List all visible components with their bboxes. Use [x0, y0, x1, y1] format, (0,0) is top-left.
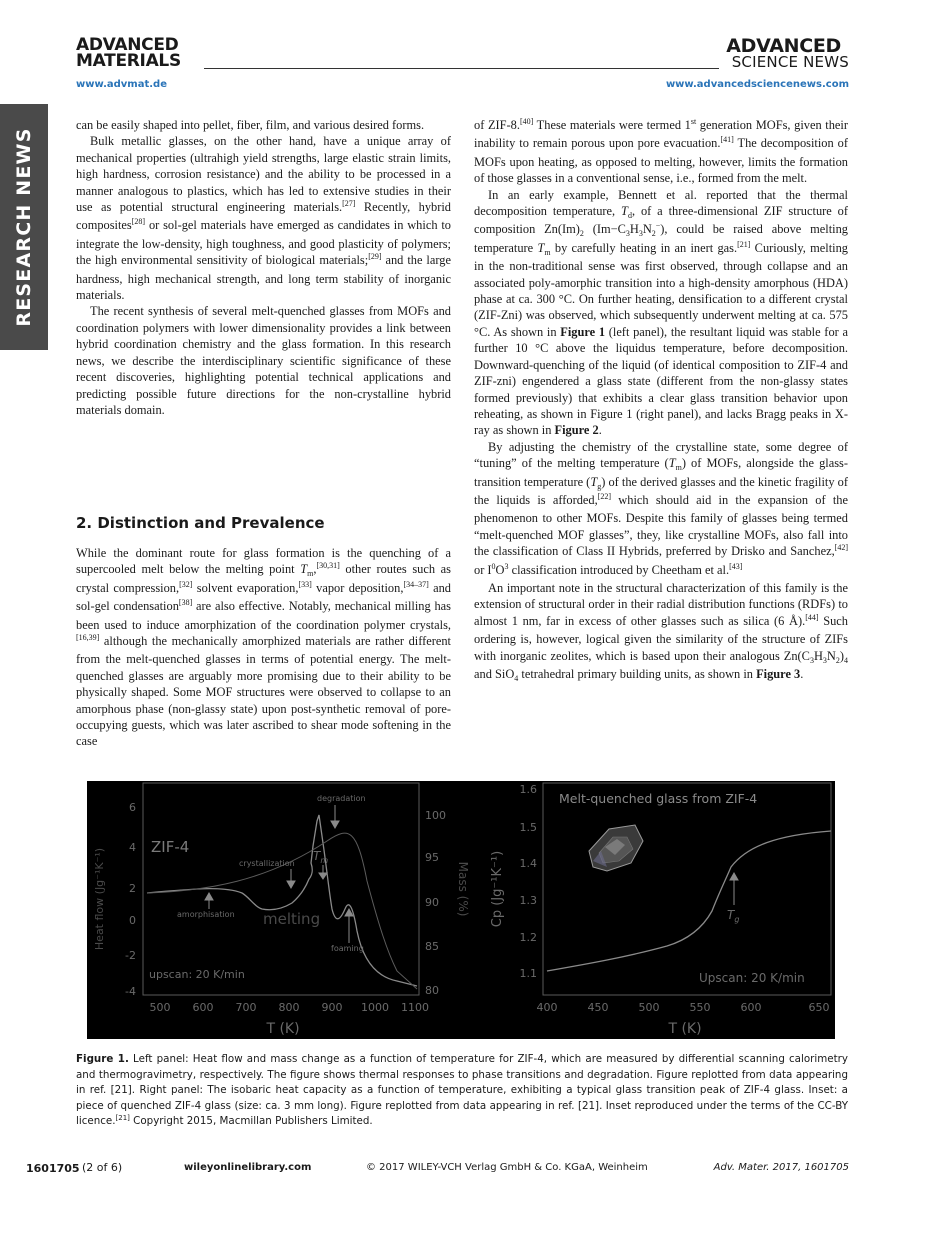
paragraph: The recent synthesis of several melt-quenched glasses from MOFs and coordination polymers with lower dimensionality provides a link between hybrid coordination chemistry and the glass formation. In this research news, we describe the interdisciplinary scientific significance of these recent discoveries, highlighting potential technical applications and predicting possible future directions for the non-crystalline hybrid materials domain.: [76, 304, 451, 417]
right-xlabel: T (K): [668, 1021, 702, 1037]
left-ytick: -2: [125, 949, 136, 962]
right-ytick: 1.5: [519, 821, 537, 834]
right-xtick: 400: [536, 1001, 558, 1014]
figure-caption: Figure 1. Left panel: Heat flow and mass change as a function of temperature for ZIF-4, which are measured by differential scanning calorimetry and thermogravimetry, respectively. The figure shows thermal responses to phase transitions and degradation. Figure replotted from data appearing in ref. [21]. Right panel: The isobaric heat capacity as a function of temperature, exhibiting a typical glass transition peak of ZIF-4 glass. Inset: a piece of quenched ZIF-4 glass (size: ca. 3 mm long). Figure replotted from data appearing in ref. [21]. Inset reproduced under the terms of the CC-BY licence.[21] Copyright 2015, Macmillan Publishers Limited.: [76, 1053, 848, 1127]
left-xtick: 900: [321, 1001, 343, 1014]
right-ytick-mass: 90: [425, 896, 439, 909]
right-panel-plot: [543, 783, 831, 995]
left-ytick: 4: [129, 841, 136, 854]
footer-article-id: 1601705: [26, 1162, 80, 1175]
paragraph: By adjusting the chemistry of the crystalline state, some degree of “tuning” of the melting temperature $(T_m)$ of MOFs, alongside the glass-transition temperature $(T_g)$ of the derived glasses and the kinetic fragility of the liquids is afforded,[22] which should aid in the expansion of the phenomenon to other MOFs. Despite this family of glasses being termed “melt-quenched MOF glasses”, they, like crystalline MOFs, also fall into the classification of Class II Hybrids, preferred by Drisko and Sanchez,[42] or $I^0O^3$ classification introduced by Cheetham et al.[43]: [474, 439, 848, 577]
right-ytick: 1.1: [519, 967, 537, 980]
annotation-tg: $T_g$: [727, 908, 740, 924]
right-ytick-mass: 80: [425, 984, 439, 997]
left-ytick: 2: [129, 882, 136, 895]
publisher-logo-line1: ADVANCED: [726, 35, 841, 57]
right-xtick: 600: [740, 1001, 762, 1014]
body-column-right: [474, 117, 848, 684]
left-ytick: 0: [129, 914, 136, 927]
publisher-logo-line2: SCIENCE NEWS: [731, 53, 849, 71]
annotation-amorphisation: amorphisation: [177, 910, 235, 919]
section-side-tab: [0, 104, 48, 350]
right-ytick: 1.2: [519, 931, 537, 944]
figure-1: [87, 781, 835, 1039]
body-column-left: [76, 117, 451, 418]
annotation-melting: melting: [263, 910, 321, 928]
annotation-degradation: degradation: [317, 794, 366, 803]
left-xtick: 600: [192, 1001, 214, 1014]
paragraph: An important note in the structural characterization of this family is the extension of structural order in their radial distribution functions (RDFs) to almost 1 nm, far in excess of other glasses such as silica (6 Å).[44] Such ordering is, however, logical given the similarity of the structure of ZIFs with inorganic zeolites, which is based upon their analogous $Zn(C_3H_3N_2)_4$ and SiO$_4$ tetrahedral primary building units, as shown in Figure 3.: [474, 580, 848, 683]
right-ylabel-cp: Cp (Jg⁻¹K⁻¹): [490, 850, 505, 928]
paragraph: In an early example, Bennett et al. reported that the thermal decomposition temperature, $T_d$, of a three-dimensional ZIF structure of composition $Zn(Im)_2$ $(Im-C_3H_3N_2^-)$, could be raised above melting temperature $T_m$ by carefully heating in an inert gas.[21] Curiously, melting in the non-traditional sense was first observed, through collapse and an associated poly-amorphic transition into a high-density amorphous (HDA) phase at ca. 300 °C. On further heating, densification to a different crystal (ZIF-Zni) was observed, which subsequently underwent melting at ca. 575 °C. As shown in Figure 1 (left panel), the resultant liquid was stable for a further 10 °C above the liquidus temperature, before decomposition. Downward-quenching of the liquid (of identical composition to ZIF-4 and ZIF-zni) engendered a glass state (different from the non-glassy states formed previously) that exhibits a clear glass transition behavior upon reheating, as shown in Figure 1 (right panel), and lacks Bragg peaks in X-ray as shown in Figure 2.: [474, 187, 848, 438]
section-heading: 2. Distinction and Prevalence: [76, 514, 325, 532]
footer-page-number: (2 of 6): [82, 1161, 123, 1174]
right-xtick: 450: [587, 1001, 609, 1014]
right-xtick: 650: [808, 1001, 830, 1014]
tg-arrow: [730, 873, 738, 905]
footer-site-link[interactable]: wileyonlinelibrary.com: [184, 1162, 312, 1173]
paragraph: can be easily shaped into pellet, fiber, film, and various desired forms.: [76, 118, 425, 132]
annotation-tm: $T_m$: [313, 849, 329, 865]
paragraph: of ZIF-8.[40] These materials were termed 1st generation MOFs, given their inability to remain porous upon pore evacuation.[41] The decomposition of MOFs upon heating, as opposed to melting, however, limits the formation of those glasses in a conventional sense, i.e., formed from the melt.: [474, 117, 848, 186]
left-xtick: 800: [278, 1001, 300, 1014]
paragraph: While the dominant route for glass formation is the quenching of a supercooled melt below the melting point $T_m,[30,31]$ other routes such as crystal compression,[32] solvent evaporation,[33] vapor deposition,[34–37] and sol-gel condensation[38] are also effective. Notably, mechanical milling has been used to induce amorphization of the coordination polymer crystals,[16,39] although the mechanically amorphized materials are rather different from the melt-quenched glasses in terms of potential energy. The melt-quenched glasses are arguably more promising due to their ability to be physically shaped. Some MOF structures were observed to collapse to an amorphous phase (non-glassy state) upon post-synthetic removal of pore-occupying guests, which was later ascribed to shear mode softening in the case: [76, 546, 451, 749]
right-ytick-mass: 100: [425, 809, 446, 822]
glass-sample-inset-image: [589, 825, 643, 871]
left-xtick: 500: [149, 1001, 171, 1014]
paragraph: Bulk metallic glasses, on the other hand, have a unique array of mechanical properties (ultrahigh yield strengths, large elastic strain limits, high hardness, corrosion resistance) and the ability to be processed in a manner analogous to plastics, which has led to extensive studies in their use as potential structural engineering materials.[27] Recently, hybrid composites[28] or sol-gel materials have emerged as candidates in which to integrate the low-density, high toughness, and good plasticity of polymers; the high environmental sensitivity of biological materials;[29] and the large hardness, high mechanical strength, and long term stability of inorganic materials.: [76, 134, 451, 303]
publisher-url-link[interactable]: www.advancedsciencenews.com: [665, 79, 849, 90]
right-ytick-mass: 85: [425, 940, 439, 953]
header-rule: [204, 68, 719, 69]
left-xtick: 1000: [361, 1001, 389, 1014]
left-panel-plot: [143, 783, 419, 995]
left-ylabel-heatflow: Heat flow (Jg⁻¹K⁻¹): [93, 847, 106, 951]
left-scan-rate: upscan: 20 K/min: [149, 968, 245, 981]
left-xtick: 1100: [401, 1001, 429, 1014]
right-ytick: 1.3: [519, 894, 537, 907]
left-ytick: -4: [125, 985, 136, 998]
left-xlabel: T (K): [266, 1021, 300, 1037]
right-ytick: 1.6: [519, 783, 537, 796]
right-ylabel-mass: Mass (%): [456, 861, 470, 917]
right-panel-title: Melt-quenched glass from ZIF-4: [559, 791, 758, 806]
body-column-left-section: [76, 545, 451, 750]
left-xtick: 700: [235, 1001, 257, 1014]
right-ytick-mass: 95: [425, 851, 439, 864]
left-panel-label: ZIF-4: [151, 838, 190, 856]
side-tab-label: RESEARCH NEWS: [13, 127, 35, 327]
journal-logo-line2: MATERIALS: [76, 51, 181, 71]
journal-logo-line1: ADVANCED: [76, 35, 179, 55]
footer-copyright: © 2017 WILEY-VCH Verlag GmbH & Co. KGaA, Weinheim: [366, 1162, 648, 1173]
right-scan-rate: Upscan: 20 K/min: [699, 971, 805, 985]
annotation-crystallization: crystallization: [239, 859, 295, 868]
right-ytick: 1.4: [519, 857, 537, 870]
footer-journal-citation: Adv. Mater. 2017, 1601705: [713, 1162, 849, 1173]
right-xtick: 550: [689, 1001, 711, 1014]
left-ytick: 6: [129, 801, 136, 814]
journal-url-link[interactable]: www.advmat.de: [76, 79, 167, 90]
right-xtick: 500: [638, 1001, 660, 1014]
annotation-foaming: foaming: [331, 944, 364, 953]
